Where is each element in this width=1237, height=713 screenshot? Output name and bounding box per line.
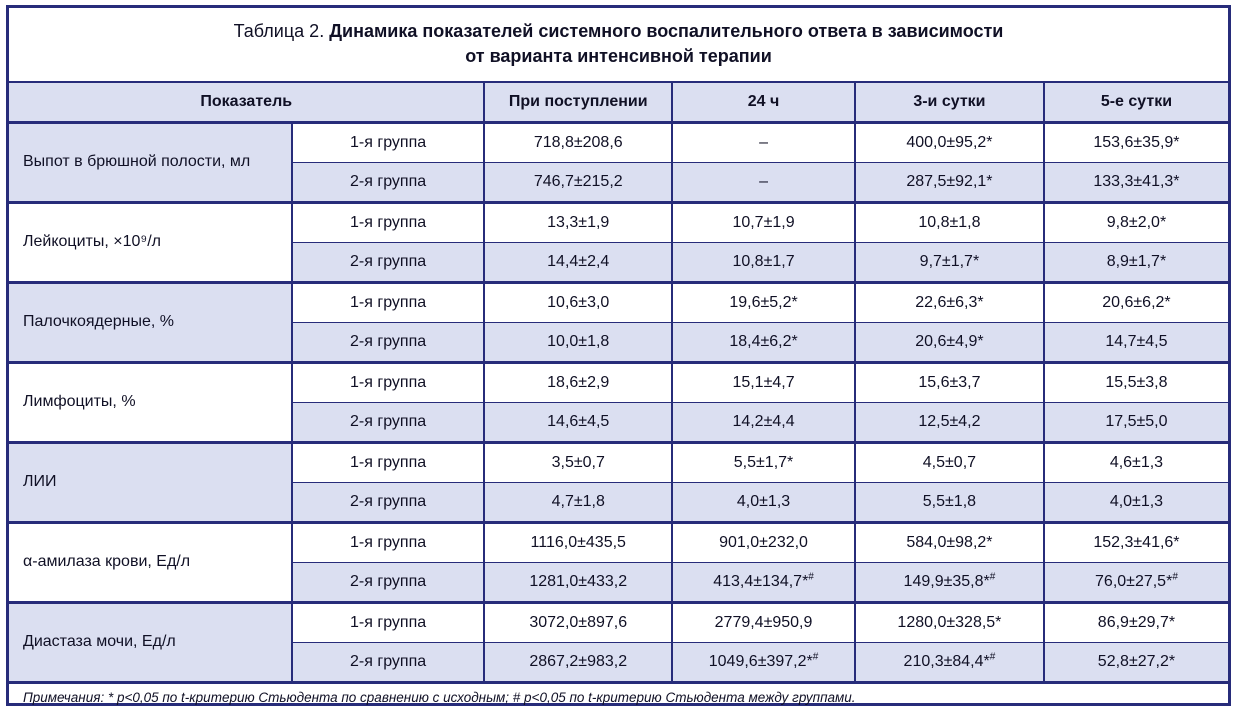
value-cell: 413,4±134,7*# (672, 562, 855, 602)
value-cell: 901,0±232,0 (672, 522, 855, 562)
value-cell: 4,0±1,3 (1044, 482, 1228, 522)
table-row (9, 442, 1228, 482)
value-cell: 14,7±4,5 (1044, 322, 1228, 362)
group-cell: 1-я группа (292, 602, 485, 642)
between-groups-significance-mark: # (1172, 571, 1178, 583)
value-cell: 10,8±1,7 (672, 242, 855, 282)
table-row (9, 122, 1228, 162)
value-cell: 9,7±1,7* (855, 242, 1044, 282)
value-cell: 13,3±1,9 (484, 202, 672, 242)
header-day3: 3-и сутки (855, 83, 1044, 122)
header-day5: 5-е сутки (1044, 83, 1228, 122)
group-cell: 1-я группа (292, 202, 485, 242)
value-cell: 10,7±1,9 (672, 202, 855, 242)
group-cell: 1-я группа (292, 522, 485, 562)
parameter-cell: α-амилаза крови, Ед/л (9, 522, 292, 602)
parameter-cell: Палочкоядерные, % (9, 282, 292, 362)
table-row (9, 522, 1228, 562)
table-row (9, 202, 1228, 242)
value-cell: 4,7±1,8 (484, 482, 672, 522)
value-cell: 152,3±41,6* (1044, 522, 1228, 562)
group-cell: 2-я группа (292, 322, 485, 362)
table-row (9, 602, 1228, 642)
group-cell: 1-я группа (292, 442, 485, 482)
value-cell: 1281,0±433,2 (484, 562, 672, 602)
value-cell: 10,8±1,8 (855, 202, 1044, 242)
value-cell: 15,1±4,7 (672, 362, 855, 402)
parameter-cell: Выпот в брюшной полости, мл (9, 122, 292, 202)
parameter-cell: Лимфоциты, % (9, 362, 292, 442)
data-table (9, 83, 1228, 684)
value-cell: 2779,4±950,9 (672, 602, 855, 642)
group-cell: 2-я группа (292, 562, 485, 602)
value-cell: 18,4±6,2* (672, 322, 855, 362)
table-title-line1 (19, 19, 1218, 44)
value-cell: 4,0±1,3 (672, 482, 855, 522)
value-cell: 3072,0±897,6 (484, 602, 672, 642)
value-cell: 1116,0±435,5 (484, 522, 672, 562)
value-cell: 1280,0±328,5* (855, 602, 1044, 642)
parameter-cell: Диастаза мочи, Ед/л (9, 602, 292, 682)
value-cell: 22,6±6,3* (855, 282, 1044, 322)
between-groups-significance-mark: # (989, 651, 996, 663)
value-cell: 718,8±208,6 (484, 122, 672, 162)
group-cell: 2-я группа (292, 402, 485, 442)
value-cell: – (672, 162, 855, 202)
group-cell: 2-я группа (292, 642, 485, 682)
value-cell: 149,9±35,8*# (855, 562, 1044, 602)
value-cell: 20,6±4,9* (855, 322, 1044, 362)
table-number: Таблица 2. (233, 21, 325, 41)
group-cell: 1-я группа (292, 362, 485, 402)
value-cell: 3,5±0,7 (484, 442, 672, 482)
table-footnote: Примечания: * р<0,05 по t-критерию Стьюдента по сравнению с исходным; # р<0,05 по t-критерию Стьюдента между группами. (23, 689, 856, 705)
value-cell: 133,3±41,3* (1044, 162, 1228, 202)
between-groups-significance-mark: # (812, 651, 819, 663)
parameter-cell: ЛИИ (9, 442, 292, 522)
between-groups-significance-mark: # (989, 571, 996, 583)
value-cell: 8,9±1,7* (1044, 242, 1228, 282)
value-cell: 1049,6±397,2*# (672, 642, 855, 682)
value-cell: 4,5±0,7 (855, 442, 1044, 482)
value-cell: 287,5±92,1* (855, 162, 1044, 202)
group-cell: 2-я группа (292, 482, 485, 522)
value-cell: 584,0±98,2* (855, 522, 1044, 562)
value-cell: 14,4±2,4 (484, 242, 672, 282)
value-cell: 20,6±6,2* (1044, 282, 1228, 322)
column-header-row (9, 83, 1228, 122)
value-cell: 86,9±29,7* (1044, 602, 1228, 642)
group-cell: 2-я группа (292, 242, 485, 282)
value-cell: 2867,2±983,2 (484, 642, 672, 682)
table-frame (6, 5, 1231, 706)
parameter-cell: Лейкоциты, ×10⁹/л (9, 202, 292, 282)
value-cell: 14,2±4,4 (672, 402, 855, 442)
value-cell: 17,5±5,0 (1044, 402, 1228, 442)
value-cell: 4,6±1,3 (1044, 442, 1228, 482)
table-title (9, 8, 1228, 83)
group-cell: 1-я группа (292, 122, 485, 162)
between-groups-significance-mark: # (808, 571, 814, 583)
header-indicator: Показатель (9, 83, 484, 122)
value-cell: 12,5±4,2 (855, 402, 1044, 442)
value-cell: 400,0±95,2* (855, 122, 1044, 162)
value-cell: 10,6±3,0 (484, 282, 672, 322)
header-admission: При поступлении (484, 83, 672, 122)
value-cell: 5,5±1,7* (672, 442, 855, 482)
value-cell: 15,6±3,7 (855, 362, 1044, 402)
table-title-text: Динамика показателей системного воспалительного ответа в зависимости (329, 21, 1004, 41)
value-cell: 153,6±35,9* (1044, 122, 1228, 162)
group-cell: 1-я группа (292, 282, 485, 322)
value-cell: 210,3±84,4*# (855, 642, 1044, 682)
value-cell: 14,6±4,5 (484, 402, 672, 442)
value-cell: 52,8±27,2* (1044, 642, 1228, 682)
value-cell: 19,6±5,2* (672, 282, 855, 322)
value-cell: 15,5±3,8 (1044, 362, 1228, 402)
value-cell: 10,0±1,8 (484, 322, 672, 362)
table-row (9, 362, 1228, 402)
group-cell: 2-я группа (292, 162, 485, 202)
value-cell: 18,6±2,9 (484, 362, 672, 402)
value-cell: 5,5±1,8 (855, 482, 1044, 522)
value-cell: 9,8±2,0* (1044, 202, 1228, 242)
value-cell: 76,0±27,5*# (1044, 562, 1228, 602)
table-title-line2: от варианта интенсивной терапии (465, 46, 772, 67)
header-24h: 24 ч (672, 83, 855, 122)
table-row (9, 282, 1228, 322)
value-cell: 746,7±215,2 (484, 162, 672, 202)
value-cell: – (672, 122, 855, 162)
